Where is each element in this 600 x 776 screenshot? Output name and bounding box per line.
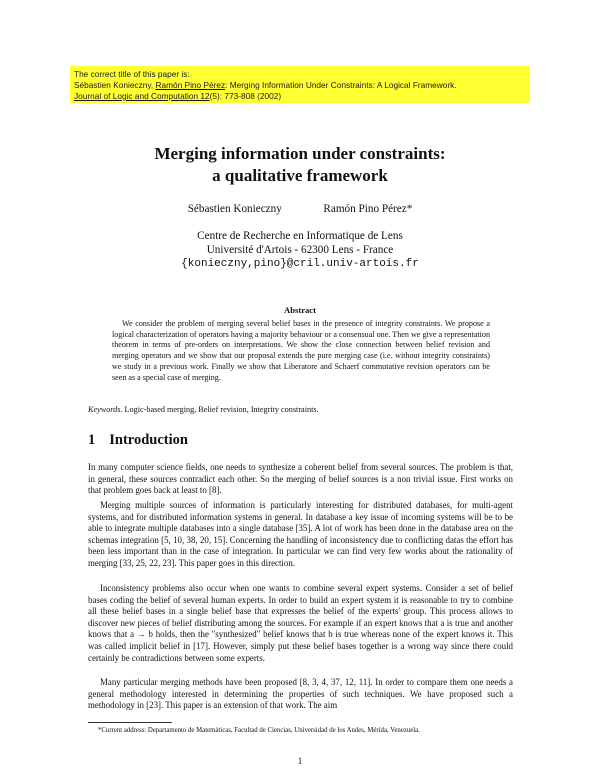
notice-line-3: [74, 91, 526, 102]
footnote: *Current address: Departamento de Matemáticas, Facultad de Ciencias, Universidad de los Andes, Mérida, Venezuela.: [98, 727, 420, 734]
paragraph-3: Inconsistency problems also occur when one wants to combine several expert systems. Consider a set of belief bases coding the belief of several human experts. In order to build an expert system it is reasonable to try to combine all these belief bases in a single belief base that expresses the belief of the experts' group. This process allows to discover new pieces of belief distributing among the sources. For example if an expert knows that a is true and another knows that a → b holds, then the "synthesized" belief knows that b is true whereas none of the expert knows it. This was called implicit belief in [17]. However, simply put these belief bases together is a wrong way since there could certainly be contradictions between some experts.: [88, 583, 513, 663]
title-correction-notice: [70, 66, 530, 103]
section-heading-introduction: [88, 432, 188, 449]
notice-title-text: : Merging Information Under Constraints: A Logical Framework.: [225, 80, 457, 90]
keywords: [88, 405, 319, 414]
paragraph-4: Many particular merging methods have been proposed [8, 3, 4, 37, 12, 11]. In order to compare them one needs a general methodology interested in determining the properties of such techniques. We have proposed such a methodology in [23]. This paper is an extension of that work. The aim: [88, 677, 513, 711]
paper-title-line-2: a qualitative framework: [212, 166, 388, 185]
notice-pages-text: (5): 773-808 (2002): [209, 91, 282, 101]
notice-line-1: The correct title of this paper is:: [74, 69, 190, 79]
keywords-label: Keywords.: [88, 405, 123, 414]
paper-title-line-1: Merging information under constraints:: [154, 144, 446, 163]
author-pino-perez: Ramón Pino Pérez*: [323, 203, 413, 215]
author-list: [0, 202, 600, 216]
abstract-heading: Abstract: [284, 305, 316, 315]
author-email: {konieczny,pino}@cril.univ-artois.fr: [181, 258, 419, 270]
affiliation-line-2: Université d'Artois - 62300 Lens - France: [206, 244, 394, 256]
author-link[interactable]: Ramón Pino Pérez: [155, 80, 226, 90]
keywords-text: Logic-based merging, Belief revision, Integrity constraints.: [122, 405, 319, 414]
notice-author-text: Sébastien Konieczny,: [74, 80, 156, 90]
journal-link[interactable]: Journal of Logic and Computation 12: [74, 91, 210, 101]
page-number: 1: [297, 756, 303, 766]
section-title: Introduction: [109, 432, 188, 448]
footnote-rule: [88, 722, 172, 723]
paragraph-2: Merging multiple sources of information is particularly interesting for distributed databases, for multi-agent systems, and for distributed information systems in general. In database a key issue of incoming systems will be to be able to integrate multiple databases into a single database [35]. A lot of work has been done in the database area on the schemas integration [5, 10, 38, 20, 15]. Concerning the handling of inconsistency due to conflicting datas the effort has been less important than in the case of integration. In particular we can find very few works about the rationality of merging [33, 25, 22, 23]. This paper goes in this direction.: [88, 500, 513, 568]
paragraph-1: In many computer science fields, one needs to synthesize a coherent belief from several sources. The problem is that, in general, these sources contradict each other. So the merging of belief sources is a non trivial issue. First works on that problem goes back at least to [8].: [88, 462, 513, 496]
section-number: 1: [88, 432, 96, 448]
author-konieczny: Sébastien Konieczny: [187, 203, 282, 215]
abstract-text: We consider the problem of merging several belief bases in the presence of integrity constraints. We propose a logical characterization of operators having a majority behaviour or a consensual one. Then we give a representation theorem in terms of pre-orders on interpretations. We show the close connection between belief revision and merging operators and we show that our proposal extends the pure merging case (i.e. without integrity constraints) we study in a previous work. Finally we show that Liberatore and Schaerf commutative revision operators can be seen as a special case of merging.: [112, 319, 490, 382]
affiliation-line-1: Centre de Recherche en Informatique de Lens: [197, 230, 403, 242]
notice-line-2: [74, 80, 526, 91]
